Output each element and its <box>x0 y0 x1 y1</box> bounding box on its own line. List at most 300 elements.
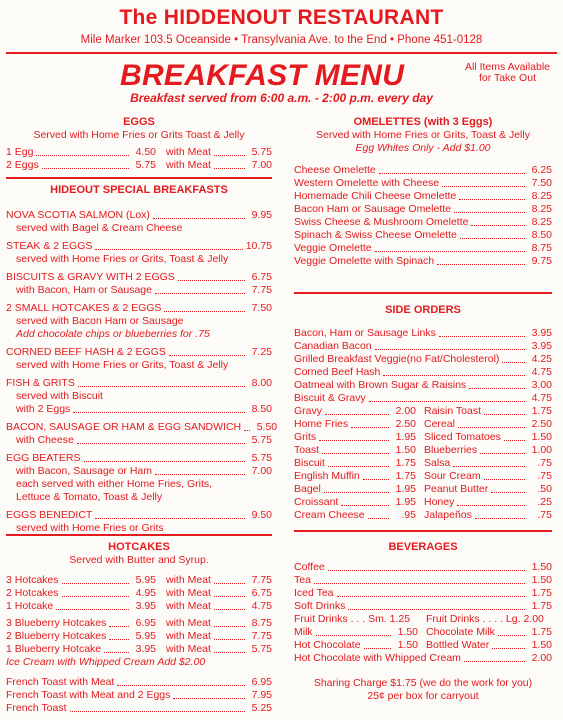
special-item <box>6 302 272 341</box>
special-item <box>6 271 272 297</box>
pair-left <box>294 457 416 470</box>
item-name: BACON, SAUSAGE OR HAM & EGG SANDWICH <box>6 421 242 433</box>
item-base <box>6 587 156 600</box>
item-desc: each served with either Home Fries, Grits, <box>16 478 213 490</box>
pair-right <box>416 457 552 470</box>
menu-row <box>294 392 552 405</box>
dot-leader <box>324 492 389 493</box>
item-price: 7.50 <box>531 177 552 189</box>
sides-pairs <box>294 405 552 522</box>
dot-leader <box>42 168 129 169</box>
dot-leader <box>469 388 525 389</box>
item-desc: served with Home Fries or Grits, Toast & Jelly <box>16 253 229 265</box>
item-price: 9.50 <box>251 509 272 521</box>
item-with-meat <box>156 643 272 656</box>
dot-leader <box>77 443 245 444</box>
item-price: 8.50 <box>531 229 552 241</box>
pair-left <box>294 431 416 444</box>
dot-leader <box>457 505 525 506</box>
meat-price: 7.75 <box>251 574 272 586</box>
item-base <box>6 643 156 656</box>
item-name: Western Omelette with Cheese <box>294 177 440 189</box>
dot-leader <box>155 474 245 475</box>
item-name: 2 SMALL HOTCAKES & 2 EGGS <box>6 302 162 314</box>
menu-row <box>6 421 278 434</box>
meat-price: 4.75 <box>251 600 272 612</box>
item-name: FISH & GRITS <box>6 377 75 389</box>
meat-price: 7.00 <box>251 159 272 171</box>
item-name: BISCUITS & GRAVY WITH 2 EGGS <box>6 271 175 283</box>
item-name: with 2 Eggs <box>16 403 71 415</box>
item-name: STEAK & 2 EGGS <box>6 240 93 252</box>
dot-leader <box>351 427 389 428</box>
item-name: Bacon, Ham or Sausage Links <box>294 327 436 339</box>
meat-label: with Meat <box>166 600 211 612</box>
menu-row <box>294 242 552 255</box>
menu-row <box>6 284 272 297</box>
dot-leader <box>437 264 525 265</box>
dot-leader <box>453 466 525 467</box>
item-name: Grits <box>294 431 317 443</box>
item-name: Sour Cream <box>424 470 481 482</box>
item-desc: served with Biscuit <box>16 390 103 402</box>
dot-leader <box>95 518 245 519</box>
dot-leader <box>153 218 245 219</box>
menu-row <box>6 377 272 390</box>
dot-leader <box>439 336 525 337</box>
dot-leader <box>475 518 525 519</box>
dot-leader <box>178 280 245 281</box>
item-name: Soft Drinks <box>294 600 346 612</box>
item-name: Veggie Omelette with Spinach <box>294 255 435 267</box>
menu-row <box>294 177 552 190</box>
meat-label: with Meat <box>166 617 211 629</box>
item-price: .25 <box>537 496 552 508</box>
item-price: 9.95 <box>251 209 272 221</box>
meat-label: with Meat <box>166 159 211 171</box>
item-price: 5.75 <box>251 434 272 446</box>
item-price: 6.95 <box>251 676 272 688</box>
item-price: 1.50 <box>531 639 552 651</box>
item-name: Bacon Ham or Sausage Omelette <box>294 203 451 215</box>
dot-leader <box>363 479 389 480</box>
dot-leader <box>117 685 245 686</box>
dot-leader <box>458 427 525 428</box>
item-name: 3 Blueberry Hotcakes <box>6 617 107 629</box>
item-price: 1.50 <box>531 574 552 586</box>
item-name: Veggie Omelette <box>294 242 372 254</box>
menu-row <box>6 630 272 643</box>
item-price: 5.50 <box>256 421 278 433</box>
item-name: 1 Blueberry Hotcake <box>6 643 102 655</box>
menu-row <box>294 483 552 496</box>
item-price: 8.25 <box>531 203 552 215</box>
item-name: Tea <box>294 574 311 586</box>
menu-row <box>6 600 272 613</box>
item-price: .95 <box>401 509 416 521</box>
dot-leader <box>368 518 389 519</box>
item-base <box>6 159 156 172</box>
restaurant-address: Mile Marker 103.5 Oceanside • Transylvania Ave. to the End • Phone 451-0128 <box>80 34 483 46</box>
dot-leader <box>383 375 525 376</box>
item-name: Toast <box>294 444 320 456</box>
menu-row <box>6 146 272 159</box>
dot-leader <box>364 648 391 649</box>
menu-row <box>6 643 272 656</box>
beverages-heading: BEVERAGES <box>388 541 458 553</box>
omelettes-heading: OMELETTES (with 3 Eggs) <box>353 116 493 128</box>
sharing-charge: Sharing Charge $1.75 (we do the work for you) <box>313 677 533 689</box>
item-price: .75 <box>537 457 552 469</box>
item-price: 4.50 <box>135 146 156 158</box>
menu-row <box>294 340 552 353</box>
dot-leader <box>379 173 525 174</box>
menu-row <box>6 689 272 702</box>
menu-row <box>6 452 272 465</box>
item-price: 7.95 <box>251 689 272 701</box>
item-base <box>6 630 156 643</box>
dot-leader <box>442 186 525 187</box>
item-name: Fruit Drinks . . . . Lg. 2.00 <box>426 613 544 625</box>
dot-leader <box>464 661 525 662</box>
item-name: French Toast with Meat <box>6 676 115 688</box>
menu-row <box>294 190 552 203</box>
menu-row <box>294 496 552 509</box>
item-name: 1 Egg <box>6 146 34 158</box>
pair-right <box>418 639 552 652</box>
menu-row <box>6 159 272 172</box>
item-price: 3.00 <box>531 379 552 391</box>
item-price: 4.95 <box>135 587 156 599</box>
menu-row <box>6 403 272 416</box>
item-price: 8.00 <box>251 377 272 389</box>
item-price: 10.75 <box>245 240 272 252</box>
meat-label: with Meat <box>166 643 211 655</box>
item-name: Sliced Tomatoes <box>424 431 501 443</box>
menu-row <box>294 353 552 366</box>
divider <box>6 534 272 536</box>
item-price: 3.95 <box>135 643 156 655</box>
pair-left <box>294 405 416 418</box>
pair-right <box>416 483 552 496</box>
item-price: 1.75 <box>531 600 552 612</box>
dot-leader <box>214 168 245 169</box>
menu-row <box>294 229 552 242</box>
menu-row <box>294 255 552 268</box>
omelettes-section <box>294 115 552 268</box>
item-name: NOVA SCOTIA SALMON (Lox) <box>6 209 150 221</box>
item-price: 5.95 <box>135 574 156 586</box>
hotcakes-heading: HOTCAKES <box>108 541 170 553</box>
takeout-line-1: All Items Available <box>464 61 550 73</box>
item-name: Chocolate Milk <box>426 626 495 638</box>
special-item <box>6 421 278 447</box>
item-price: 4.75 <box>531 366 552 378</box>
item-price: 1.95 <box>395 496 416 508</box>
item-price: 7.25 <box>251 346 272 358</box>
dot-leader <box>316 635 391 636</box>
dot-leader <box>328 570 525 571</box>
item-name: Croissant <box>294 496 339 508</box>
pair-right <box>418 613 552 626</box>
menu-row <box>294 470 552 483</box>
menu-row <box>294 164 552 177</box>
menu-row <box>294 203 552 216</box>
special-item <box>6 209 272 235</box>
menu-row <box>294 626 552 639</box>
menu-row <box>294 418 552 431</box>
item-price: 2.00 <box>395 405 416 417</box>
item-price: 1.75 <box>531 626 552 638</box>
dot-leader <box>62 596 129 597</box>
hotcakes-note: Ice Cream with Whipped Cream Add $2.00 <box>6 656 206 668</box>
dot-leader <box>314 583 525 584</box>
menu-row <box>294 600 552 613</box>
item-price: 8.50 <box>251 403 272 415</box>
sides-list <box>294 327 552 405</box>
pair-right <box>416 405 552 418</box>
item-name: Grilled Breakfast Veggie(no Fat/Cholesterol) <box>294 353 500 365</box>
dot-leader <box>214 609 245 610</box>
item-price: 2.50 <box>531 418 552 430</box>
item-name: Milk <box>294 626 313 638</box>
item-price: 8.25 <box>531 216 552 228</box>
item-price: 4.25 <box>531 353 552 365</box>
dot-leader <box>95 249 242 250</box>
dot-leader <box>504 440 525 441</box>
menu-row <box>294 444 552 457</box>
dot-leader <box>328 466 389 467</box>
pair-left <box>294 483 416 496</box>
dot-leader <box>109 639 129 640</box>
special-item <box>6 240 272 266</box>
item-name: with Bacon, Ham or Sausage <box>16 284 152 296</box>
menu-row <box>294 574 552 587</box>
item-base <box>6 146 156 159</box>
menu-row <box>6 434 272 447</box>
item-name: French Toast <box>6 702 67 714</box>
pair-left <box>294 626 418 639</box>
beverages-list <box>294 561 552 613</box>
item-price: 1.75 <box>531 405 552 417</box>
omelettes-subheading: Served with Home Fries or Grits, Toast & Jelly <box>316 129 530 141</box>
dot-leader <box>62 583 129 584</box>
item-with-meat <box>156 146 272 159</box>
dot-leader <box>454 212 525 213</box>
item-price: .50 <box>537 483 552 495</box>
item-name: 1 Hotcake <box>6 600 54 612</box>
item-base <box>6 600 156 613</box>
item-price: 7.75 <box>251 284 272 296</box>
pair-right <box>416 509 552 522</box>
item-price: 9.75 <box>531 255 552 267</box>
item-price: 5.75 <box>135 159 156 171</box>
item-name: French Toast with Meat and 2 Eggs <box>6 689 171 701</box>
item-price: 7.50 <box>251 302 272 314</box>
eggs-heading: EGGS <box>123 116 155 128</box>
item-name: Bagel <box>294 483 321 495</box>
special-item <box>6 377 272 416</box>
meat-label: with Meat <box>166 587 211 599</box>
dot-leader <box>484 479 525 480</box>
menu-row <box>6 240 272 253</box>
omelettes-list <box>294 164 552 268</box>
dot-leader <box>109 626 129 627</box>
dot-leader <box>471 225 525 226</box>
item-price: 7.00 <box>251 465 272 477</box>
item-name: Hot Chocolate <box>294 639 361 651</box>
item-price: 5.95 <box>135 630 156 642</box>
menu-row <box>294 561 552 574</box>
item-price: 1.50 <box>531 561 552 573</box>
carryout-charge: 25¢ per box for carryout <box>367 690 479 702</box>
item-name: EGG BEATERS <box>6 452 81 464</box>
specials-heading: HIDEOUT SPECIAL BREAKFASTS <box>50 184 228 196</box>
omelettes-note: Egg Whites Only - Add $1.00 <box>355 142 491 154</box>
hotcakes-subheading: Served with Butter and Syrup. <box>69 554 209 566</box>
menu-row <box>294 652 552 665</box>
item-price: 1.50 <box>395 444 416 456</box>
menu-row <box>294 639 552 652</box>
beverages-last <box>294 652 552 665</box>
dot-leader <box>484 414 525 415</box>
dot-leader <box>319 440 389 441</box>
special-item <box>6 452 272 504</box>
item-with-meat <box>156 630 272 643</box>
dot-leader <box>214 155 245 156</box>
menu-row <box>294 613 552 626</box>
menu-row <box>294 587 552 600</box>
item-name: Biscuit <box>294 457 325 469</box>
meat-label: with Meat <box>166 146 211 158</box>
item-price: 1.50 <box>397 639 418 651</box>
meat-price: 8.75 <box>251 617 272 629</box>
item-price: 5.25 <box>251 702 272 714</box>
item-with-meat <box>156 600 272 613</box>
menu-row <box>6 617 272 630</box>
dot-leader <box>375 251 525 252</box>
pair-left <box>294 509 416 522</box>
dot-leader <box>492 648 525 649</box>
menu-row <box>6 209 272 222</box>
dot-leader <box>325 414 389 415</box>
item-price: 3.95 <box>531 340 552 352</box>
hotcakes-section <box>6 540 272 715</box>
item-desc: served with Bagel & Cream Cheese <box>16 222 183 234</box>
menu-row <box>294 405 552 418</box>
item-name: Coffee <box>294 561 325 573</box>
dot-leader <box>491 492 525 493</box>
pair-left <box>294 496 416 509</box>
eggs-subheading: Served with Home Fries or Grits Toast & Jelly <box>33 129 245 141</box>
menu-row <box>6 574 272 587</box>
item-name: Peanut Butter <box>424 483 489 495</box>
item-name: Spinach & Swiss Cheese Omelette <box>294 229 457 241</box>
item-name: Bottled Water <box>426 639 490 651</box>
item-name: Biscuit & Gravy <box>294 392 366 404</box>
item-name: English Muffin <box>294 470 360 482</box>
menu-row <box>6 676 272 689</box>
item-price: 5.75 <box>251 452 272 464</box>
menu-row <box>294 509 552 522</box>
beverages-pairs <box>294 613 552 652</box>
item-desc: served with Bacon Ham or Sausage <box>16 315 184 327</box>
meat-label: with Meat <box>166 630 211 642</box>
item-with-meat <box>156 574 272 587</box>
dot-leader <box>36 155 129 156</box>
dot-leader <box>173 698 245 699</box>
dot-leader <box>78 386 245 387</box>
item-name: Cheese Omelette <box>294 164 376 176</box>
dot-leader <box>155 293 245 294</box>
menu-row <box>294 379 552 392</box>
dot-leader <box>337 596 525 597</box>
item-name: Honey <box>424 496 455 508</box>
item-price: 6.25 <box>531 164 552 176</box>
restaurant-title: The HIDDENOUT RESTAURANT <box>119 6 444 29</box>
menu-row <box>294 216 552 229</box>
pair-left <box>294 418 416 431</box>
item-name: with Cheese <box>16 434 74 446</box>
menu-row <box>294 431 552 444</box>
item-price: 2.50 <box>395 418 416 430</box>
item-name: Blueberries <box>424 444 478 456</box>
menu-row <box>6 271 272 284</box>
item-desc: served with Home Fries or Grits <box>16 522 164 534</box>
item-name: Oatmeal with Brown Sugar & Raisins <box>294 379 467 391</box>
item-price: 4.75 <box>531 392 552 404</box>
dot-leader <box>70 711 245 712</box>
item-price: 3.95 <box>135 600 156 612</box>
menu-row <box>6 702 272 715</box>
item-price: 3.95 <box>531 327 552 339</box>
item-note: Add chocolate chips or blueberries for .75 <box>16 328 210 340</box>
item-name: 2 Blueberry Hotcakes <box>6 630 107 642</box>
item-price: 1.95 <box>395 483 416 495</box>
pair-left <box>294 470 416 483</box>
french-toast-list <box>6 676 272 715</box>
pair-right <box>416 431 552 444</box>
menu-row <box>294 366 552 379</box>
dot-leader <box>502 362 525 363</box>
pair-left <box>294 444 416 457</box>
item-desc: Lettuce & Tomato, Toast & Jelly <box>16 491 163 503</box>
dot-leader <box>375 349 525 350</box>
item-name: Gravy <box>294 405 323 417</box>
special-item <box>6 346 272 372</box>
item-price: .75 <box>537 470 552 482</box>
item-price: 1.50 <box>397 626 418 638</box>
dot-leader <box>214 596 245 597</box>
hotcakes-list <box>6 574 272 656</box>
item-desc: served with Home Fries or Grits, Toast & Jelly <box>16 359 229 371</box>
item-name: Home Fries <box>294 418 349 430</box>
menu-row <box>294 457 552 470</box>
meat-price: 7.75 <box>251 630 272 642</box>
divider <box>294 292 552 294</box>
dot-leader <box>498 635 525 636</box>
menu-row <box>6 509 272 522</box>
item-price: 8.75 <box>531 242 552 254</box>
pair-right <box>418 626 552 639</box>
dot-leader <box>214 626 245 627</box>
item-name: Hot Chocolate with Whipped Cream <box>294 652 461 664</box>
beverages-section <box>294 540 552 703</box>
dot-leader <box>244 430 250 431</box>
eggs-section <box>6 115 272 172</box>
dot-leader <box>322 453 389 454</box>
dot-leader <box>214 652 245 653</box>
